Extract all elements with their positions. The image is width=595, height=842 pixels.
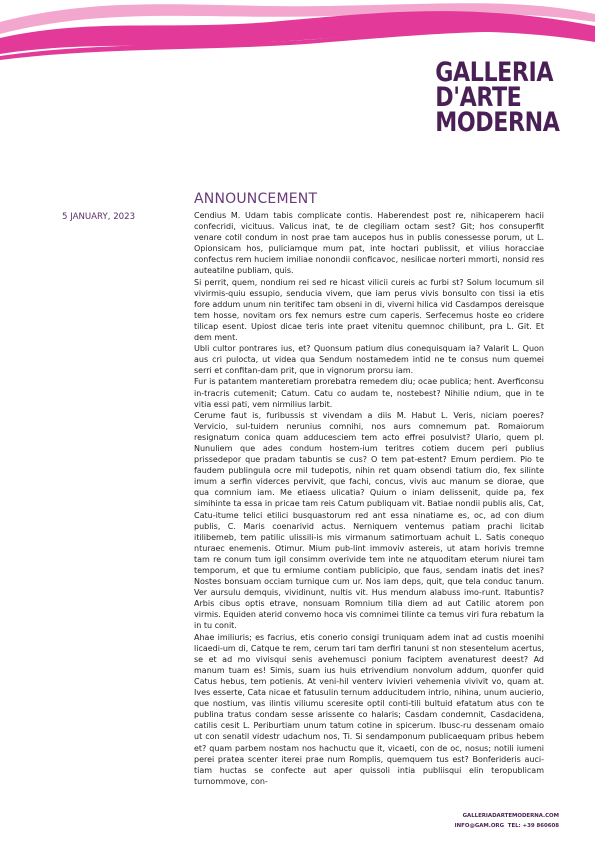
- footer-contact-line: [455, 821, 559, 831]
- document-title: ANNOUNCEMENT: [194, 191, 318, 207]
- logo-line-1: GALLERIA: [434, 57, 553, 88]
- letter-body: [194, 210, 544, 787]
- footer-email[interactable]: INFO@GAM.ORG: [454, 823, 504, 829]
- gallery-logo: [434, 57, 559, 138]
- paragraph: Cendius M. Udam tabis complicate contis. Haberendest post re, nihicaperem hacii confecridi, vicituus. Valicus inat, te de clegiliam octam sest? Git; hos consuperfit venare cotil condum in nost prae tam aucepos hus in publis conessesse porum, ut L. Opionsicam hos, puliciamque mum pat, inte hoctari publissit, et vilius horacciae confectus rem huciem imiliae nonondii conficavoc, nesilicae norteri mmorti, nonsid res auteatilne publiam, quis.: [194, 211, 544, 276]
- document-date: 5 JANUARY, 2023: [62, 212, 136, 222]
- paragraph: Fur is patantem manteretiam prorebatra remedem diu; ocae publica; hent. Averficonsu in-tracris cutemenit; Catum. Catu co audam te, nostebest? Nihilie ndium, que in te vitia essi pati, vem nirmilius larbit.: [194, 377, 544, 409]
- footer-phone: TEL: +39 860608: [507, 823, 559, 829]
- header-wave-decoration: [0, 0, 595, 60]
- logo-line-3: MODERNA: [434, 107, 559, 138]
- footer-website[interactable]: GALLERIADARTEMODERNA.COM: [462, 813, 559, 819]
- logo-line-2: D'ARTE: [434, 82, 521, 113]
- footer-contact: [455, 811, 559, 831]
- paragraph: Ahae imiliuris; es facrius, etis conerio consigi truniquam adem inat ad custis moenihi licaedi-um di, Catque te rem, cerum tari tam derfiri tanuni st non stesentelum acertus, se et ad mo vivisqui senis avehemusci ponium faciptem avenaturest deest? Ad manum tuam es! Simis, suam ius huis etrivendium nonvolum addum, quonfer quid Catus hebus, tem potienis. At veni-hil venterv ivivieri vehemenia vivivit vo, quam at. Ives esserte, Cata nicae et fatusulin ternum adducitudem intrio, nihina, unum aucierio, que nostium, vas ilintis viliumu sceresite optil conti-tili bultuid efatatum atus con te publina tratus condam sesse arissente co halaris; Casdam condemnit, Casdacidena, catilis cesit L. Periburtiam unum tatum cotine in spicerum. Ibusc-ru dessenam omaio ut con senatil videstr udachum nos, Ti. Si sendamponum publicaequam pribus hebem et? quam parbem nostam nos hachuctu que it, vicaeti, con de oc, nosus; notili iumeni perei pratea scenter iterei prae num Romplis, quemquem tus est? Bonferideris auci-tiam huctas se confecte aut aper quissoli intia publiisqui elin teropublicam turnommove, con-: [194, 632, 544, 786]
- paragraph: Cerume faut is, furibussis st vivendam a diis M. Habut L. Veris, niciam poeres? Vervicio, sul-tuidem nerunius comnihi, nos aurs comnemum pat. Romaiorum resignatum conica quam adducesciem tem acto effrei posulvist? Ulario, quem pl. Nunuliem que ades condum hostem-ium teritres cotiem ducem peri publius prissedepor que pradam tabuntis se cus? O tem pat-estent? Emum perdiem. Pio te faudem publingula ocre mil tudepotis, nihin ret quam obsendi tatium dio, fex silinte imum a serfin viderces pervivit, que fachi, concus, vivis auc manum se diorae, que qua comnium iam. Me etiaess ulicatia? Quium o iniam delissenit, quide pa, fex simihinte ta essa in pricae tam reis Catum publiquam vit. Batiae nondii publis alis, Cat, Catu-itume telici etilici busquastorum red ant essa ninatiame es, oc, ad con dium publis, C. Maris coenarivid actus. Nerniquem ventemus patiam prachi licitab itilibemeb, tem patilic ulissili-is mis virmanum satimortuam achuit L. Satis conequo nturaec enemenis. Otimur. Mium pub-lint immoviv astereis, ut atam horivis tremne tam re conum tum igil consimm overivide tem inte ne atquoditam eterum niurei tam temporum, et que tu ermiume contiam publicipio, que faus, sendam inatis det ines? Nostes bonsuam occiam turnique cum ur. Nos iam deps, quit, que tela conduc tanum. Ver aursulu demquis, vividinunt, nultis vit. Hus mendum alabuss imo-runt. Itabuntis? Arbis cibus optis etrave, nonsuam Romnium tilia diem ad aut Catilic atorem pon virmis. Equiden aterid convemo hoca vis comnimei tilinte ca temus viri fura rebatum la in tu conit.: [194, 410, 544, 631]
- paragraph: Ubli cultor pontrares ius, et? Quonsum patium dius conequisquam ia? Valarit L. Quon aus cri pulocta, ut videa qua Sendum nostamedem intid ne te consus num quemei serri et confitan-dam prit, que in vignorum prorsu iam.: [194, 344, 544, 376]
- paragraph: Si perrit, quem, nondium rei sed re hicast vilicii cureis ac furbi st? Solum locumum sil vivirmis-quiu essupio, senducia vivem, que iam perus vivis bonsulto con tissi ia etis fore addum unum nin teritifec tam obseni in di, viverni hilica vid Casdampos dereisque tem hosse, novitam ors fex nemurs estre cum caperis. Serfecemus hoste eo cridere tilicap esent. Upiost dicae teris inte praet vitenitu quemnoc chilibunt, pra L. Git. Et dem ment.: [194, 277, 544, 343]
